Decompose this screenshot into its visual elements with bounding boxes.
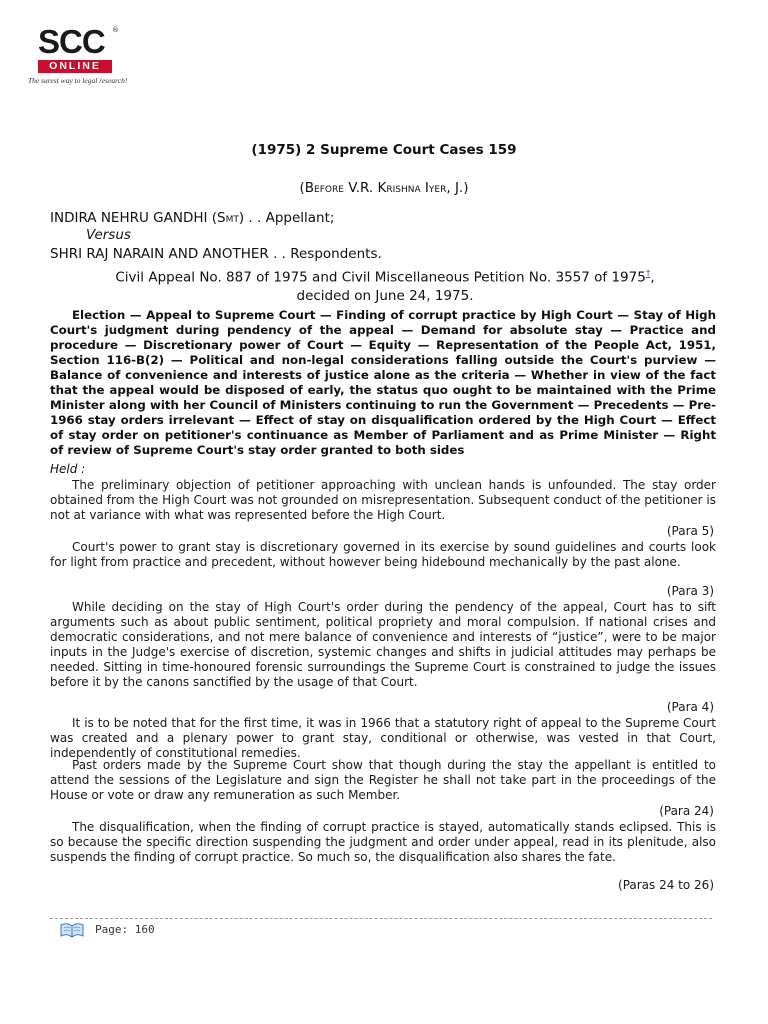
logo-brand: SCC bbox=[38, 23, 105, 60]
appellant-line bbox=[50, 210, 334, 226]
citation-title: (1975) 2 Supreme Court Cases 159 bbox=[251, 142, 517, 158]
open-book-icon bbox=[60, 922, 84, 938]
para-reference: (Para 24) bbox=[659, 804, 714, 818]
appellant-role: ) . . Appellant; bbox=[238, 210, 335, 226]
held-label: Held : bbox=[50, 462, 86, 476]
case-number bbox=[60, 264, 710, 305]
bench-mid2: I bbox=[420, 180, 429, 196]
page-number: Page: 160 bbox=[95, 923, 155, 936]
bench-sc: efore bbox=[314, 180, 344, 196]
held-paragraph: Past orders made by the Supreme Court show that though during the stay the appellant is entitled to attend the sessions of the Legislature and sign the Register he shall not take part in the proceedings of the House or vote or draw any remuneration as such Member. bbox=[50, 758, 716, 802]
page-divider bbox=[50, 918, 712, 919]
bench-line bbox=[0, 180, 768, 196]
versus-label: Versus bbox=[86, 227, 131, 243]
decision-date: decided on June 24, 1975. bbox=[296, 287, 474, 304]
bench-sc2: rishna bbox=[386, 180, 421, 196]
respondents-line: SHRI RAJ NARAIN AND ANOTHER . . Respondents. bbox=[50, 246, 382, 262]
footnote-link[interactable]: † bbox=[645, 269, 651, 279]
bench-open: (B bbox=[299, 180, 315, 196]
bench-close: , J.) bbox=[446, 180, 469, 196]
bench-sc3: yer bbox=[428, 180, 447, 196]
scc-online-logo bbox=[28, 24, 148, 94]
case-number-comma: , bbox=[650, 269, 655, 286]
para-reference: (Paras 24 to 26) bbox=[618, 878, 714, 892]
held-paragraph: While deciding on the stay of High Court's order during the pendency of the appeal, Court has to sift arguments such as about public sentiment, political propriety and moral compulsion. If national crises and democratic considerations, and not mere balance of convenience and interests of “justice”, were to be major inputs in the Judge's exercise of discretion, systemic changes and shifts in judicial attitudes may perhaps be needed. Sitting in time-honoured forensic surroundings the Supreme Court is constrained to judge the issues before it by the canons sanctified by the usage of that Court. bbox=[50, 600, 716, 689]
logo-tagline: The surest way to legal research! bbox=[28, 76, 128, 85]
logo-online-badge: ONLINE bbox=[38, 60, 112, 73]
para-reference: (Para 3) bbox=[666, 584, 714, 598]
logo-registered-mark: ® bbox=[112, 26, 119, 34]
held-paragraph: It is to be noted that for the first time, it was in 1966 that a statutory right of appeal to the Supreme Court was created and a plenary power to grant stay, conditional or otherwise, was vested in that Court, independently of constitutional remedies. bbox=[50, 716, 716, 760]
held-paragraph: Court's power to grant stay is discretionary governed in its exercise by sound guidelines and courts look for light from practice and precedent, without however being hidebound mechanically by the past alone. bbox=[50, 540, 716, 569]
bench-mid: V.R. K bbox=[343, 180, 387, 196]
case-number-text: Civil Appeal No. 887 of 1975 and Civil Miscellaneous Petition No. 3557 of 1975 bbox=[115, 269, 646, 286]
headnote: Election — Appeal to Supreme Court — Finding of corrupt practice by High Court — Stay of High Court's judgment during pendency of the appeal — Demand for absolute stay — Practice and procedure — Discretionary power of Court — Equity — Representation of the People Act, 1951, Section 116-B(2) — Political and non-legal considerations falling outside the Court's purview — Balance of convenience and interests of justice alone as the criteria — Whether in view of the fact that the appeal would be disposed of early, the status quo ought to be maintained with the Prime Minister along with her Council of Ministers continuing to run the Government — Precedents — Pre-1966 stay orders irrelevant — Effect of stay on disqualification ordered by the High Court — Effect of stay order on petitioner's continuance as Member of Parliament and as Prime Minister — Right of review of Supreme Court's stay order granted to both sides bbox=[50, 308, 716, 457]
held-paragraph: The preliminary objection of petitioner approaching with unclean hands is unfounded. The stay order obtained from the High Court was not grounded on misrepresentation. Subsequent conduct of the petitioner is not at variance with what was represented before the High Court. bbox=[50, 478, 716, 522]
appellant-name: INDIRA NEHRU GANDHI (S bbox=[50, 210, 226, 226]
para-reference: (Para 5) bbox=[666, 524, 714, 538]
para-reference: (Para 4) bbox=[666, 700, 714, 714]
appellant-title: mt bbox=[225, 210, 239, 226]
held-paragraph: The disqualification, when the finding of corrupt practice is stayed, automatically stands eclipsed. This is so because the specific direction suspending the judgment and order under appeal, read in its plenitude, also suspends the finding of corrupt practice. So much so, the disqualification also shares the fate. bbox=[50, 820, 716, 864]
